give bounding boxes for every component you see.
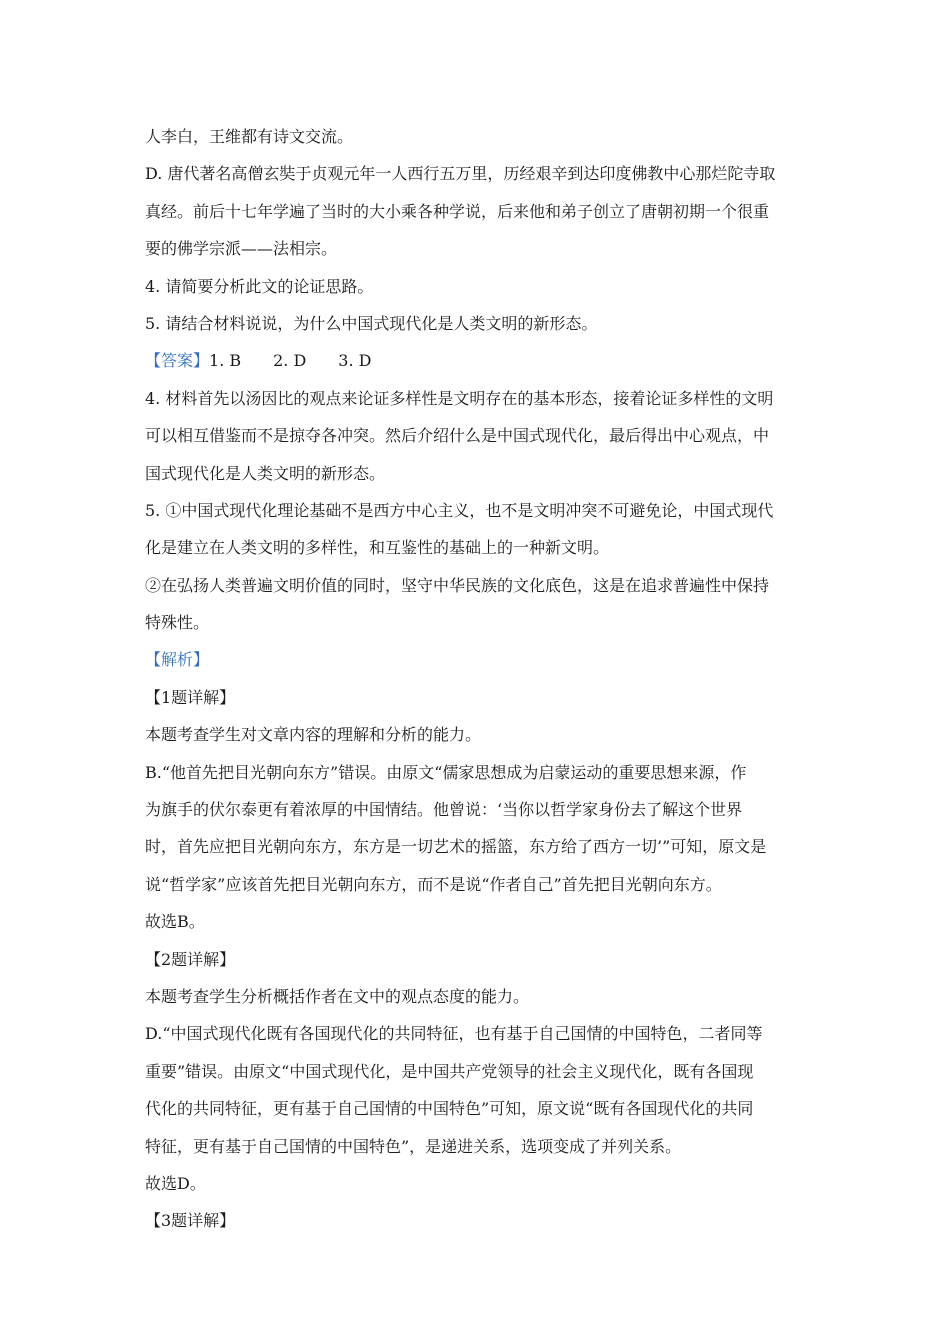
answer-line bbox=[145, 342, 810, 379]
text-line: 故选B。 bbox=[145, 912, 205, 932]
text-line: 时，首先应把目光朝向东方，东方是一切艺术的摇篮，东方给了西方一切’”可知，原文是 bbox=[145, 837, 767, 857]
text-line: 本题考查学生对文章内容的理解和分析的能力。 bbox=[145, 725, 482, 745]
text-line: 要的佛学宗派——法相宗。 bbox=[145, 239, 338, 259]
section-heading: 【3题详解】 bbox=[145, 1211, 236, 1231]
question-5: 5. 请结合材料说说，为什么中国式现代化是人类文明的新形态。 bbox=[145, 313, 598, 333]
section-heading: 【1题详解】 bbox=[145, 687, 236, 707]
text-line: D. 唐代著名高僧玄奘于贞观元年一人西行五万里，历经艰辛到达印度佛教中心那烂陀寺取 bbox=[145, 164, 776, 184]
text-line: 重要”错误。由原文“中国式现代化，是中国共产党领导的社会主义现代化，既有各国现 bbox=[145, 1061, 754, 1081]
text-line: 4. 材料首先以汤因比的观点来论证多样性是文明存在的基本形态，接着论证多样性的文明 bbox=[145, 388, 774, 408]
question-4: 4. 请简要分析此文的论证思路。 bbox=[145, 276, 374, 296]
text-line: 为旗手的伏尔泰更有着浓厚的中国情结。他曾说：‘当你以哲学家身份去了解这个世界 bbox=[145, 800, 743, 820]
text-line: 可以相互借鉴而不是掠夺各冲突。然后介绍什么是中国式现代化，最后得出中心观点，中 bbox=[145, 426, 770, 446]
text-line: ②在弘扬人类普遍文明价值的同时，坚守中华民族的文化底色，这是在追求普遍性中保持 bbox=[145, 575, 770, 595]
text-line: 说“哲学家”应该首先把目光朝向东方，而不是说“作者自己”首先把目光朝向东方。 bbox=[145, 874, 722, 894]
text-line: D.“中国式现代化既有各国现代化的共同特征，也有基于自己国情的中国特色，二者同等 bbox=[145, 1024, 763, 1044]
text-line: 本题考查学生分析概括作者在文中的观点态度的能力。 bbox=[145, 986, 530, 1006]
document-body bbox=[145, 118, 810, 1240]
section-heading: 【2题详解】 bbox=[145, 949, 236, 969]
text-line: 特殊性。 bbox=[145, 613, 210, 633]
text-line: 5. ①中国式现代化理论基础不是西方中心主义，也不是文明冲突不可避免论，中国式现代 bbox=[145, 500, 774, 520]
text-line: 真经。前后十七年学遍了当时的大小乘各种学说，后来他和弟子创立了唐朝初期一个很重 bbox=[145, 201, 770, 221]
analysis-line bbox=[145, 641, 810, 678]
text-line: 国式现代化是人类文明的新形态。 bbox=[145, 463, 386, 483]
answer-text: 1. B 2. D 3. D bbox=[209, 351, 372, 371]
text-line: B.“他首先把目光朝向东方”错误。由原文“儒家思想成为启蒙运动的重要思想来源，作 bbox=[145, 762, 747, 782]
text-line: 化是建立在人类文明的多样性，和互鉴性的基础上的一种新文明。 bbox=[145, 538, 610, 558]
answer-label: 【答案】 bbox=[145, 351, 210, 371]
text-line: 特征，更有基于自己国情的中国特色”，是递进关系，选项变成了并列关系。 bbox=[145, 1136, 682, 1156]
text-line: 代化的共同特征，更有基于自己国情的中国特色”可知，原文说“既有各国现代化的共同 bbox=[145, 1099, 754, 1119]
analysis-label: 【解析】 bbox=[145, 650, 210, 670]
text-line: 人李白，王维都有诗文交流。 bbox=[145, 127, 354, 146]
text-line: 故选D。 bbox=[145, 1173, 206, 1193]
